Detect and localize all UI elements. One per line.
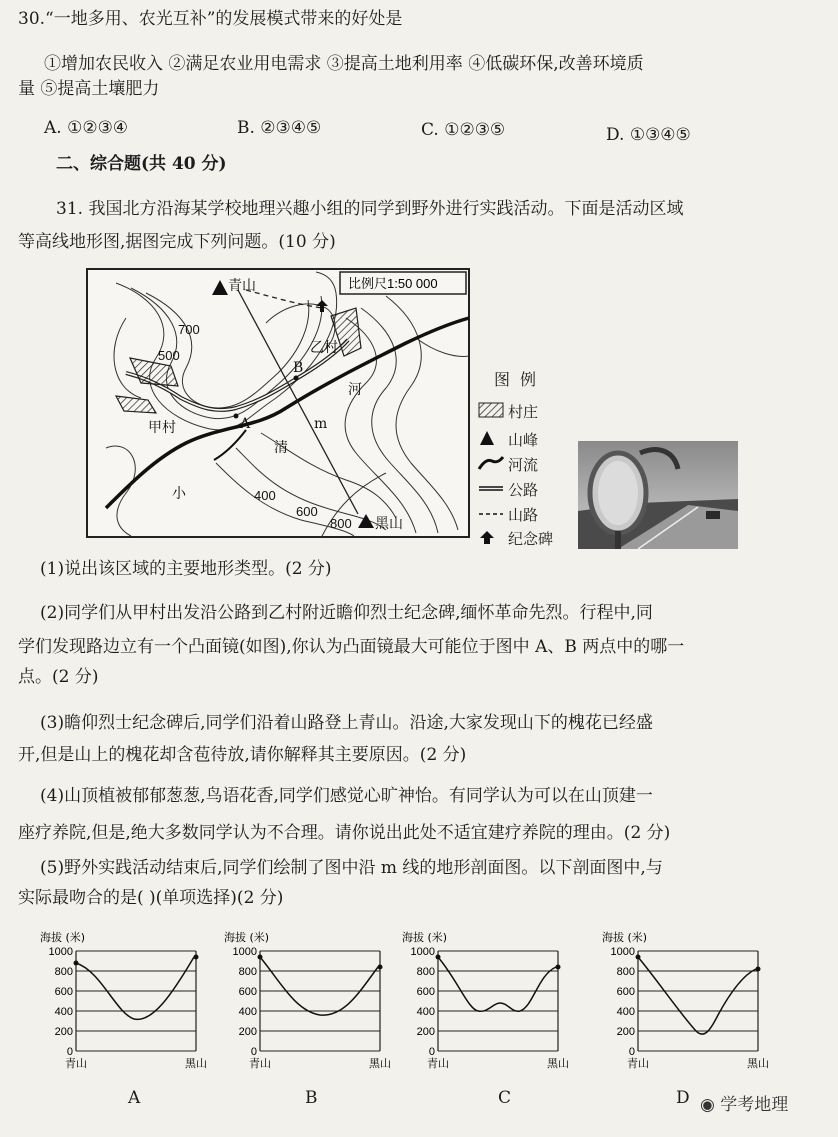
profile-label-b: B xyxy=(305,1088,318,1108)
dashed-path-icon xyxy=(478,505,504,521)
watermark-text: 学考地理 xyxy=(720,1095,789,1115)
profile-ylabel: 海拔 (米) xyxy=(402,931,448,944)
tick-label: 0 xyxy=(250,1046,257,1058)
profile-left-label: 青山 xyxy=(249,1057,271,1070)
contour-label-800: 800 xyxy=(330,516,352,531)
q31-sub4-line2: 座疗养院,但是,绝大多数同学认为不合理。请你说出此处不适宜建疗养院的理由。(2 分) xyxy=(18,823,671,843)
label-a: A xyxy=(240,416,251,432)
endpoint-qingshan xyxy=(74,961,79,966)
profile-ylabel: 海拔 (米) xyxy=(224,931,270,944)
profile-curve-group xyxy=(438,957,556,1011)
profile-left-label: 青山 xyxy=(65,1057,87,1070)
section-title: 二、综合题(共 40 分) xyxy=(56,154,227,174)
profile-curve xyxy=(438,957,556,1011)
profile-right-label: 黑山 xyxy=(369,1057,391,1070)
tick-label: 800 xyxy=(54,966,73,978)
legend-peak: 山峰 xyxy=(478,428,588,450)
watermark xyxy=(700,1090,788,1115)
q31-sub1: (1)说出该区域的主要地形类型。(2 分) xyxy=(40,559,332,579)
tick-label: 600 xyxy=(238,986,257,998)
q31-sub2-line3: 点。(2 分) xyxy=(18,667,99,687)
q31-intro-line2: 等高线地形图,据图完成下列问题。(10 分) xyxy=(18,232,336,252)
profile-curve xyxy=(638,957,756,1034)
endpoint-heishan xyxy=(194,955,199,960)
profile-label-c: C xyxy=(498,1088,512,1108)
profile-right-label: 黑山 xyxy=(185,1057,207,1070)
profile-b xyxy=(222,927,391,1077)
point-b-dot xyxy=(294,376,299,381)
tick-label: 200 xyxy=(238,1026,257,1038)
tick-label: 200 xyxy=(54,1026,73,1038)
label-heishan: 黑山 xyxy=(375,516,403,532)
q31-sub5-line1: (5)野外实践活动结束后,同学们绘制了图中沿 m 线的地形剖面图。以下剖面图中,与 xyxy=(40,858,663,878)
tick-label: 0 xyxy=(66,1046,73,1058)
tick-label: 0 xyxy=(628,1046,635,1058)
endpoint-heishan xyxy=(756,967,761,972)
q31-sub4-line1: (4)山顶植被郁郁葱葱,鸟语花香,同学们感觉心旷神怡。有同学认为可以在山顶建一 xyxy=(40,786,653,806)
label-jia: 甲村 xyxy=(148,420,176,436)
profile-c xyxy=(400,927,569,1077)
contour-label-700: 700 xyxy=(178,322,200,337)
q30-option-a: A. ①②③④ xyxy=(44,118,129,138)
tick-label: 1000 xyxy=(610,946,635,958)
point-a-dot xyxy=(234,414,239,419)
tick-label: 400 xyxy=(616,1006,635,1018)
profile-curve xyxy=(76,957,194,1019)
contour-label-600: 600 xyxy=(296,504,318,519)
profile-a xyxy=(38,927,207,1077)
profile-ylabel: 海拔 (米) xyxy=(40,931,86,944)
tick-label: 600 xyxy=(616,986,635,998)
q30-items-line1: ①增加农民收入 ②满足农业用电需求 ③提高土地利用率 ④低碳环保,改善环境质 xyxy=(44,54,644,74)
q30-items-line2: 量 ⑤提高土壤肥力 xyxy=(18,79,160,99)
legend-river: 河流 xyxy=(478,453,588,475)
river-label-he: 河 xyxy=(348,382,362,398)
contour-map xyxy=(86,268,470,538)
profile-ylabel: 海拔 (米) xyxy=(602,931,648,944)
label-b: B xyxy=(293,360,304,376)
q30-option-d: D. ①③④⑤ xyxy=(606,125,691,145)
profile-left-label: 青山 xyxy=(427,1057,449,1070)
endpoint-heishan xyxy=(378,965,383,970)
tick-label: 0 xyxy=(428,1046,435,1058)
profile-right-label: 黑山 xyxy=(547,1057,569,1070)
q30-stem: 30.“一地多用、农光互补”的发展模式带来的好处是 xyxy=(18,9,403,29)
profile-label-d: D xyxy=(676,1088,690,1108)
tick-label: 1000 xyxy=(410,946,435,958)
profile-d xyxy=(600,927,769,1077)
wechat-icon: ◉ xyxy=(700,1095,715,1115)
label-yi: 乙村 xyxy=(310,340,338,356)
q30-option-b: B. ②③④⑤ xyxy=(237,118,322,138)
tick-label: 1000 xyxy=(48,946,73,958)
legend-monument: 纪念碑 xyxy=(478,527,588,549)
tick-label: 200 xyxy=(616,1026,635,1038)
q31-intro-line1: 31. 我国北方沿海某学校地理兴趣小组的同学到野外进行实践活动。下面是活动区域 xyxy=(56,199,684,219)
tick-label: 800 xyxy=(416,966,435,978)
tick-label: 400 xyxy=(416,1006,435,1018)
q31-sub3-line2: 开,但是山上的槐花却含苞待放,请你解释其主要原因。(2 分) xyxy=(18,745,467,765)
peak-icon xyxy=(478,430,504,446)
profile-label-a: A xyxy=(128,1088,141,1108)
tick-label: 800 xyxy=(616,966,635,978)
monument-icon xyxy=(478,529,504,545)
q31-sub2-line1: (2)同学们从甲村出发沿公路到乙村附近瞻仰烈士纪念碑,缅怀革命先烈。行程中,同 xyxy=(40,603,653,623)
label-m: m xyxy=(314,416,328,432)
q31-sub5-line2: 实际最吻合的是( )(单项选择)(2 分) xyxy=(18,888,284,908)
label-qingshan: 青山 xyxy=(228,278,256,294)
river-icon xyxy=(478,455,504,471)
scale-text: 比例尺1:50 000 xyxy=(348,276,438,291)
tick-label: 600 xyxy=(54,986,73,998)
river-label-qing: 清 xyxy=(274,440,288,456)
convex-mirror-photo xyxy=(578,441,738,549)
tick-label: 400 xyxy=(54,1006,73,1018)
endpoint-qingshan xyxy=(436,955,441,960)
river-label-xiao: 小 xyxy=(172,486,186,502)
road-icon xyxy=(478,480,504,496)
contour-label-500: 500 xyxy=(158,348,180,363)
profile-curve-group xyxy=(76,957,194,1019)
legend-road: 公路 xyxy=(478,478,588,500)
q31-sub3-line1: (3)瞻仰烈士纪念碑后,同学们沿着山路登上青山。沿途,大家发现山下的槐花已经盛 xyxy=(40,713,653,733)
legend-title: 图例 xyxy=(494,370,547,389)
tick-label: 200 xyxy=(416,1026,435,1038)
q31-sub2-line2: 学们发现路边立有一个凸面镜(如图),你认为凸面镜最大可能位于图中 A、B 两点中的哪一 xyxy=(18,637,685,657)
legend-village: 村庄 xyxy=(478,400,588,422)
profile-curve-group xyxy=(638,957,756,1034)
tick-label: 400 xyxy=(238,1006,257,1018)
q30-option-c: C. ①②③⑤ xyxy=(421,120,506,140)
endpoint-qingshan xyxy=(636,955,641,960)
contour-label-400: 400 xyxy=(254,488,276,503)
tick-label: 600 xyxy=(416,986,435,998)
profile-curve xyxy=(260,957,378,1015)
tick-label: 800 xyxy=(238,966,257,978)
endpoint-heishan xyxy=(556,965,561,970)
legend-path: 山路 xyxy=(478,503,588,525)
profile-left-label: 青山 xyxy=(627,1057,649,1070)
tick-label: 1000 xyxy=(232,946,257,958)
hatch-icon xyxy=(478,402,504,418)
profile-curve-group xyxy=(260,957,378,1015)
endpoint-qingshan xyxy=(258,955,263,960)
profile-right-label: 黑山 xyxy=(747,1057,769,1070)
